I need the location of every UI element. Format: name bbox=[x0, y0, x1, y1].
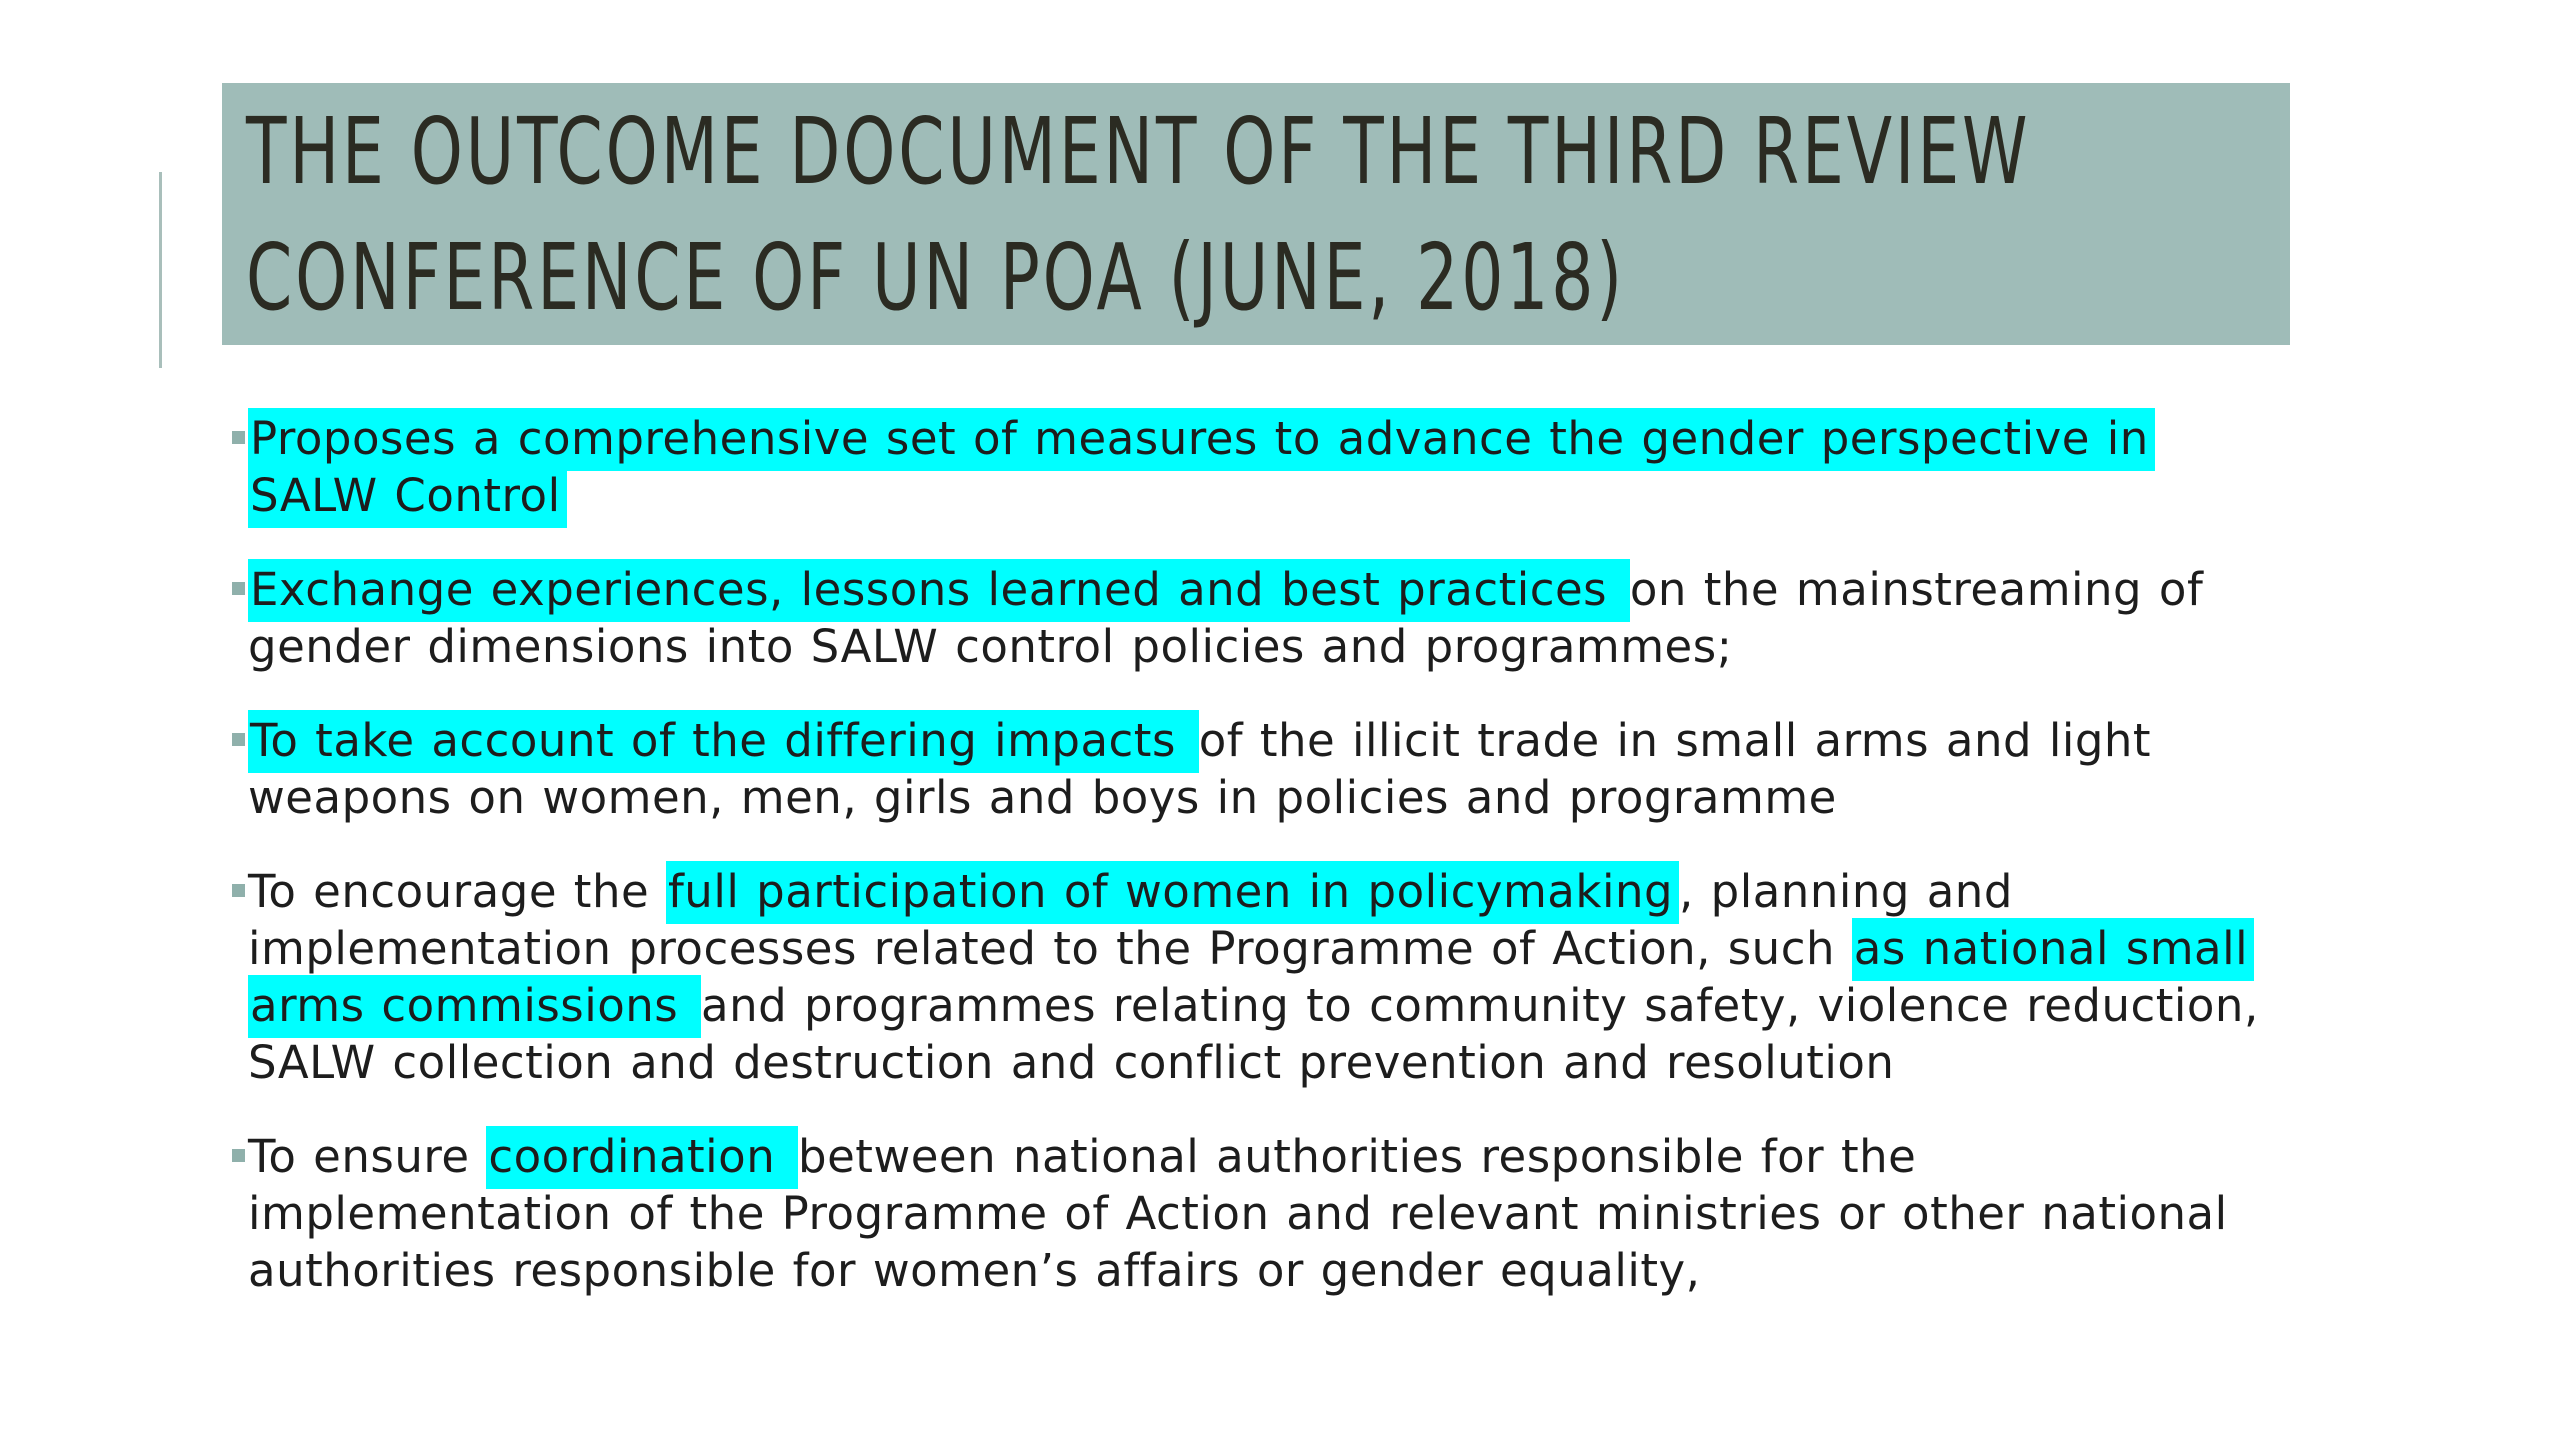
bullet-square-icon bbox=[232, 582, 245, 595]
bullet-list bbox=[230, 410, 2290, 1336]
bullet-item-4 bbox=[230, 863, 2290, 1091]
bullet-text: and programmes relating to community safety, violence reduction, SALW collection and destruction and conflict prevention and resolution bbox=[248, 979, 2259, 1089]
bullet-square-icon bbox=[232, 733, 245, 746]
bullet-text: , planning and implementation processes related to the Programme of Action, such bbox=[248, 865, 2013, 975]
bullet-text: To ensure bbox=[248, 1130, 487, 1183]
highlighted-text: full participation of women in policymaking bbox=[666, 861, 1679, 924]
bullet-item-2 bbox=[230, 561, 2290, 675]
bullet-square-icon bbox=[232, 1149, 245, 1162]
title-band bbox=[222, 83, 2290, 345]
bullet-text: on the mainstreaming of gender dimensions into SALW control policies and programmes; bbox=[248, 563, 2204, 673]
highlighted-text-2: as national small arms commissions bbox=[248, 918, 2254, 1038]
bullet-text: between national authorities responsible for the implementation of the Programme of Action and relevant ministries or other national authorities responsible for women’s affairs or gender equality, bbox=[248, 1130, 2228, 1297]
bullet-text: To encourage the bbox=[248, 865, 666, 918]
bullet-item-5 bbox=[230, 1128, 2290, 1299]
slide-title: THE OUTCOME DOCUMENT OF THE THIRD REVIEW CONFERENCE OF UN POA (JUNE, 2018) bbox=[246, 98, 2031, 331]
highlighted-text: To take account of the differing impacts bbox=[248, 710, 1199, 773]
accent-line bbox=[159, 172, 162, 368]
bullet-text: of the illicit trade in small arms and light weapons on women, men, girls and boys in policies and programme bbox=[248, 714, 2152, 824]
bullet-square-icon bbox=[232, 884, 245, 897]
bullet-item-1 bbox=[230, 410, 2290, 524]
bullet-item-3 bbox=[230, 712, 2290, 826]
highlighted-text: Proposes a comprehensive set of measures to advance the gender perspective in SALW Control bbox=[248, 408, 2155, 528]
highlighted-text: Exchange experiences, lessons learned and best practices bbox=[248, 559, 1630, 622]
highlighted-text: coordination bbox=[486, 1126, 798, 1189]
bullet-square-icon bbox=[232, 431, 245, 444]
